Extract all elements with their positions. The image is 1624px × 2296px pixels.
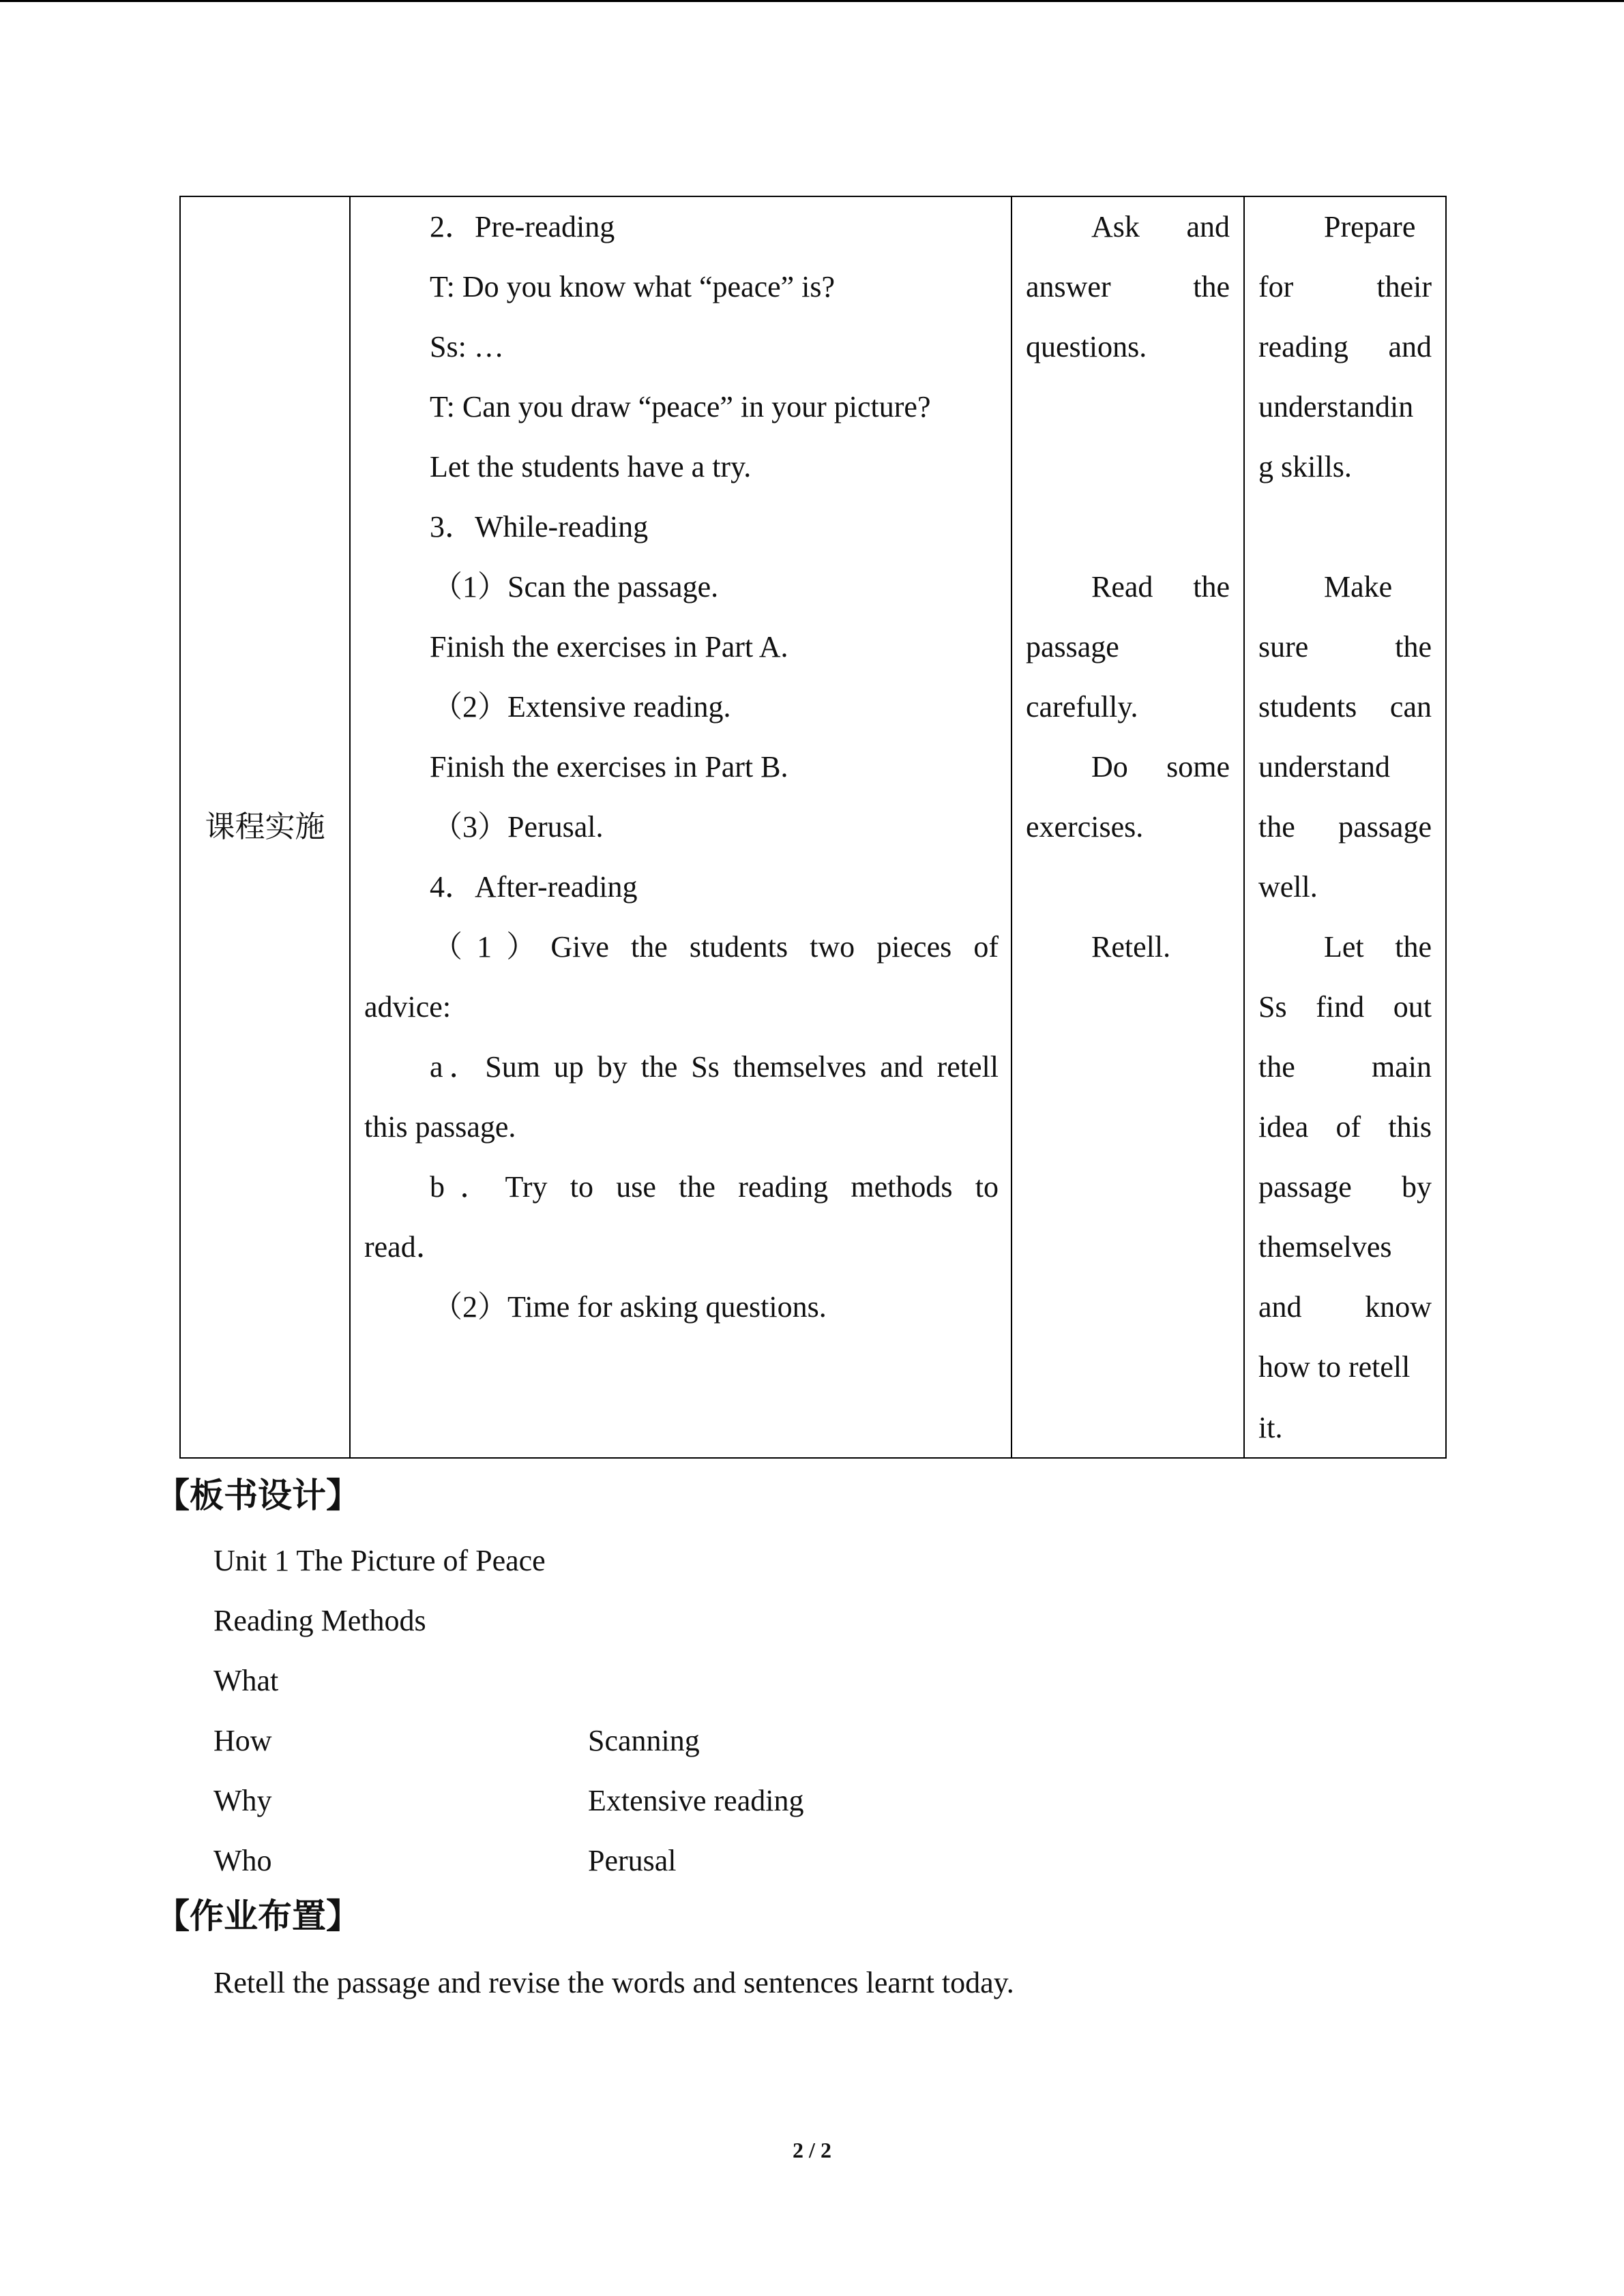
process-line: 4．After-reading	[430, 870, 638, 904]
category-cell: 课程实施	[180, 196, 350, 1458]
intention-line: reading and	[1258, 330, 1432, 363]
activity-line: Do some	[1091, 750, 1230, 784]
lesson-plan-table	[179, 196, 1447, 1459]
process-line: （2）Extensive reading.	[432, 690, 731, 724]
process-line: T: Do you know what “peace” is?	[430, 270, 836, 303]
activity-line: Read the	[1091, 570, 1230, 603]
intention-line: understand	[1258, 750, 1391, 784]
process-line: （2）Time for asking questions.	[432, 1290, 827, 1324]
process-cell	[350, 196, 1012, 1458]
spacer	[1026, 377, 1230, 437]
page-top-border	[0, 0, 1624, 2]
process-line: （3）Perusal.	[432, 810, 604, 844]
process-line: T: Can you draw “peace” in your picture?	[430, 390, 931, 423]
intention-line: well.	[1258, 870, 1318, 904]
board-design-heading: 【板书设计】	[156, 1476, 360, 1515]
activity-line: exercises.	[1026, 810, 1144, 844]
intention-line: Make	[1324, 570, 1393, 603]
spacer	[1026, 437, 1230, 497]
spacer	[1026, 857, 1230, 917]
page-number: 2 / 2	[793, 2138, 831, 2162]
intention-line: and know	[1258, 1290, 1432, 1324]
process-line: advice:	[364, 990, 452, 1024]
process-line: Finish the exercises in Part B.	[430, 750, 788, 784]
intention-line: students can	[1258, 690, 1432, 724]
intentions-cell	[1244, 196, 1446, 1458]
homework-heading: 【作业布置】	[156, 1896, 360, 1936]
activity-line: Retell.	[1091, 930, 1171, 964]
intention-line: how to retell	[1258, 1350, 1411, 1384]
board-right-item: Perusal	[588, 1844, 677, 1877]
spacer	[1026, 497, 1230, 557]
intention-line: Ss find out	[1258, 990, 1432, 1024]
intention-line: Let the	[1324, 930, 1432, 964]
intention-line: passage by	[1258, 1170, 1432, 1204]
board-left-item: Who	[213, 1844, 272, 1877]
board-subtitle: Reading Methods	[213, 1604, 426, 1637]
board-left-item: Why	[213, 1784, 272, 1817]
board-left-item: How	[213, 1724, 272, 1757]
process-line: a．Sum up by the Ss themselves and retell	[430, 1050, 999, 1084]
process-line: （1）Give the students two pieces of	[432, 930, 999, 964]
activity-line: Ask and	[1091, 210, 1230, 243]
intention-line: idea of this	[1258, 1110, 1432, 1144]
process-line: 2．Pre-reading	[430, 210, 615, 243]
activity-line: carefully.	[1026, 690, 1138, 724]
intention-line: Prepare	[1324, 210, 1416, 243]
board-right-item: Scanning	[588, 1724, 700, 1757]
intention-line: understandin	[1258, 390, 1414, 423]
board-right-item: Extensive reading	[588, 1784, 804, 1817]
intention-line: the main	[1258, 1050, 1432, 1084]
process-line: Let the students have a try.	[430, 450, 752, 483]
process-line: Finish the exercises in Part A.	[430, 630, 788, 664]
activity-line: answer the	[1026, 270, 1230, 303]
board-left-item: What	[213, 1664, 279, 1697]
intention-line: for their	[1258, 270, 1432, 303]
process-line: （1）Scan the passage.	[432, 570, 719, 603]
activities-cell	[1012, 196, 1244, 1458]
process-line: b．Try to use the reading methods to	[430, 1170, 999, 1204]
intention-line: it.	[1258, 1411, 1283, 1438]
intention-line: sure the	[1258, 630, 1432, 664]
activity-line: questions.	[1026, 330, 1147, 363]
table-row	[180, 196, 1446, 1458]
board-title: Unit 1 The Picture of Peace	[213, 1544, 546, 1577]
process-line: 3．While-reading	[430, 510, 649, 543]
intention-line: themselves	[1258, 1230, 1392, 1264]
spacer	[1258, 497, 1432, 557]
activity-line: passage	[1026, 630, 1119, 664]
intention-line: the passage	[1258, 810, 1432, 844]
homework-text: Retell the passage and revise the words and sentences learnt today.	[213, 1966, 1014, 1999]
process-line: Ss: …	[430, 330, 504, 363]
intention-line: g skills.	[1258, 450, 1352, 483]
process-line: this passage.	[364, 1110, 516, 1144]
process-line: read．	[364, 1230, 446, 1264]
